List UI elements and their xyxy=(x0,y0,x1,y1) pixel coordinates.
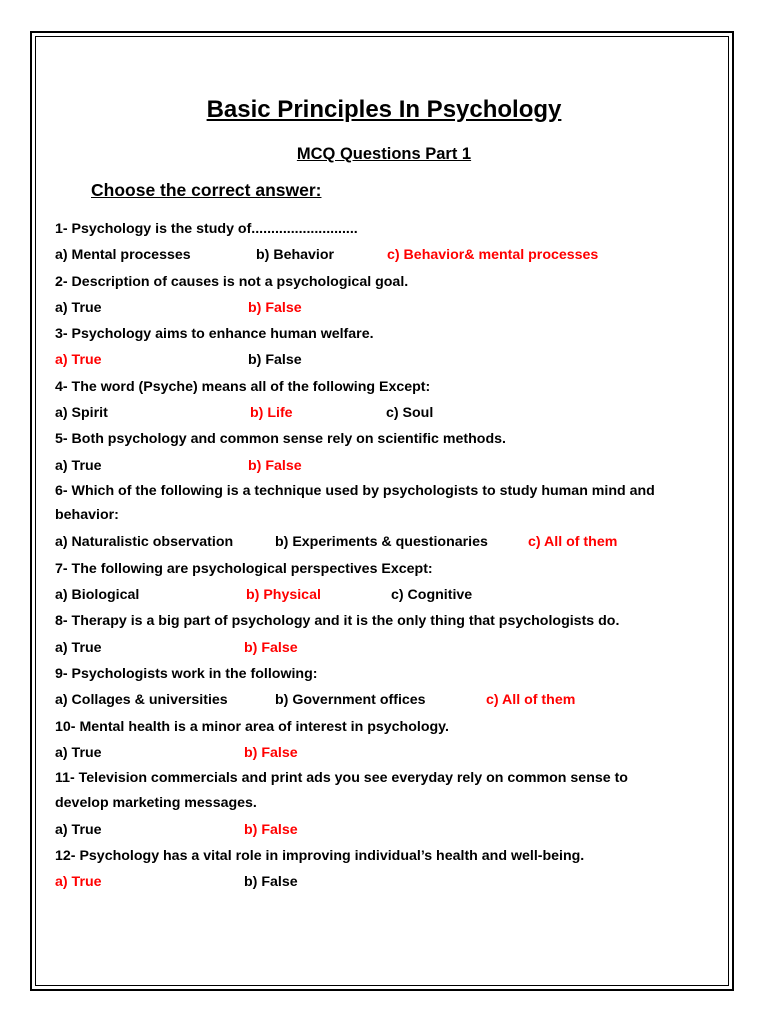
option-9b: b) Government offices xyxy=(275,692,426,709)
question-list xyxy=(55,216,685,896)
options-3 xyxy=(55,347,685,373)
option-9c-correct: c) All of them xyxy=(486,692,576,709)
options-12 xyxy=(55,869,685,895)
option-10b-correct: b) False xyxy=(244,744,298,761)
option-7a: a) Biological xyxy=(55,587,140,604)
options-2 xyxy=(55,295,685,321)
option-11a: a) True xyxy=(55,821,102,838)
option-9a: a) Collages & universities xyxy=(55,692,228,709)
option-5b-correct: b) False xyxy=(248,457,302,474)
option-5a: a) True xyxy=(55,457,102,474)
question-9: 9- Psychologists work in the following: xyxy=(55,665,318,682)
option-12b: b) False xyxy=(244,874,298,891)
options-5 xyxy=(55,453,685,479)
options-7 xyxy=(55,582,685,608)
question-7: 7- The following are psychological perspectives Except: xyxy=(55,560,433,577)
option-3a-correct: a) True xyxy=(55,352,102,369)
option-3b: b) False xyxy=(248,352,302,369)
question-12: 12- Psychology has a vital role in improving individual’s health and well-being. xyxy=(55,847,585,864)
question-6: 6- Which of the following is a technique used by psychologists to study human mind and behavior: xyxy=(55,482,655,524)
option-7b-correct: b) Physical xyxy=(246,587,321,604)
options-9 xyxy=(55,687,685,713)
options-6 xyxy=(55,529,685,555)
option-4a: a) Spirit xyxy=(55,405,108,422)
question-2: 2- Description of causes is not a psychological goal. xyxy=(55,273,409,290)
options-11 xyxy=(55,817,685,843)
options-10 xyxy=(55,740,685,766)
document-subtitle: MCQ Questions Part 1 xyxy=(296,145,472,163)
instruction-heading: Choose the correct answer: xyxy=(91,180,322,200)
question-3: 3- Psychology aims to enhance human welfare. xyxy=(55,326,374,343)
option-11b-correct: b) False xyxy=(244,821,298,838)
options-4 xyxy=(55,400,685,426)
option-6a: a) Naturalistic observation xyxy=(55,534,234,551)
option-6c-correct: c) All of them xyxy=(528,534,618,551)
question-8: 8- Therapy is a big part of psychology and it is the only thing that psychologists do. xyxy=(55,613,620,630)
option-1b: b) Behavior xyxy=(256,247,335,264)
options-8 xyxy=(55,635,685,661)
option-4b-correct: b) Life xyxy=(250,405,293,422)
question-5: 5- Both psychology and common sense rely on scientific methods. xyxy=(55,431,506,448)
option-10a: a) True xyxy=(55,744,102,761)
option-8a: a) True xyxy=(55,639,102,656)
option-6b: b) Experiments & questionaries xyxy=(275,534,488,551)
question-10: 10- Mental health is a minor area of interest in psychology. xyxy=(55,718,449,735)
question-11: 11- Television commercials and print ads you see everyday rely on common sense to develop marketing messages. xyxy=(55,770,628,811)
option-2a: a) True xyxy=(55,299,102,316)
option-2b-correct: b) False xyxy=(248,299,302,316)
option-12a-correct: a) True xyxy=(55,874,102,891)
option-4c: c) Soul xyxy=(386,405,434,422)
option-8b-correct: b) False xyxy=(244,639,298,656)
option-1a: a) Mental processes xyxy=(55,247,191,264)
option-1c-correct: c) Behavior& mental processes xyxy=(387,247,599,264)
document-title: Basic Principles In Psychology xyxy=(206,96,562,123)
options-1 xyxy=(55,242,685,268)
question-1: 1- Psychology is the study of........................... xyxy=(55,221,358,237)
option-7c: c) Cognitive xyxy=(391,587,473,604)
question-4: 4- The word (Psyche) means all of the following Except: xyxy=(55,378,431,395)
